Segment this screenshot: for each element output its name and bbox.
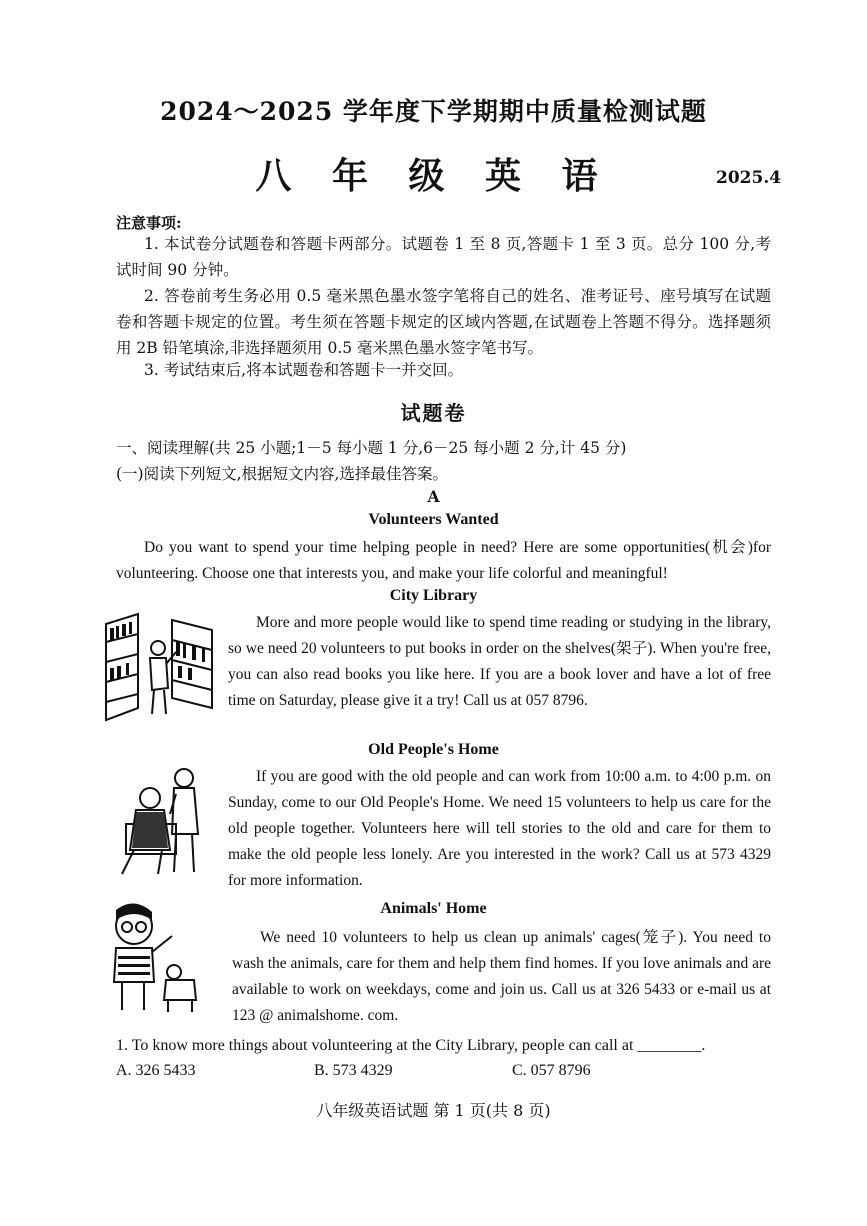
animals-illustration	[100, 900, 204, 1016]
sub-instructions: (一)阅读下列短文,根据短文内容,选择最佳答案。	[116, 465, 448, 483]
exam-title: 2024～2025 学年度下学期期中质量检测试题	[160, 97, 707, 126]
notice-item-2: 2. 答卷前考生务必用 0.5 毫米黑色墨水签字笔将自己的姓名、准考证号、座号填写在试题卷和答题卡规定的位置。考生须在答题卡规定的区域内答题,在试题卷上答题不得分。选择题须用 2B 铅笔填涂,非选择题须用 0.5 毫米黑色墨水签字笔书写。	[116, 287, 771, 357]
library-illustration	[102, 612, 218, 724]
old-people-illustration	[112, 764, 212, 880]
animals-home-text: We need 10 volunteers to help us clean up animals' cages(笼子). You need to wash the animals, care for them and help them find homes. If you love animals and are available to work on weekdays, come and join us. Call us at 326 5433 or e-mail us at 123 @ animalshome. com.	[232, 929, 771, 1024]
subject-title: 八 年 级 英 语	[255, 155, 612, 197]
old-peoples-home-text: If you are good with the old people and can work from 10:00 a.m. to 4:00 p.m. on Sunday, come to our Old People's Home. We need 15 volunteers to help us care for the old people together. Volunteers here will tell stories to the old and care for them to make the old people less lonely. Are you interested in the work? Call us at 573 4329 for more information.	[228, 768, 771, 889]
page-footer: 八年级英语试题 第 1 页(共 8 页)	[316, 1101, 551, 1120]
notice-item-1: 1. 本试卷分试题卷和答题卡两部分。试题卷 1 至 8 页,答题卡 1 至 3 页。总分 100 分,考试时间 90 分钟。	[116, 235, 771, 279]
city-library-heading: City Library	[389, 587, 478, 604]
notice-title: 注意事项:	[116, 214, 182, 232]
section-title: 试题卷	[400, 401, 467, 425]
passage-letter: A	[427, 487, 440, 506]
question-1-stem: 1. To know more things about volunteering at the City Library, people can call at ________.	[116, 1037, 706, 1054]
option-a: A. 326 5433	[116, 1062, 196, 1079]
passage-title: Volunteers Wanted	[368, 511, 499, 528]
city-library-text: More and more people would like to spend time reading or studying in the library, so we need 20 volunteers to put books in order on the shelves(架子). When you're free, you can also read books you like here. If you are a book lover and have a lot of free time on Saturday, please give it a try! Call us at 057 8796.	[228, 614, 771, 709]
part-instructions: 一、阅读理解(共 25 小题;1－5 每小题 1 分,6－25 每小题 2 分,计 45 分)	[116, 439, 627, 457]
option-c: C. 057 8796	[512, 1062, 591, 1079]
animals-home-heading: Animals' Home	[380, 900, 487, 917]
passage-intro: Do you want to spend your time helping people in need? Here are some opportunities(机会)for volunteering. Choose one that interests you, and make your life colorful and meaningful!	[116, 539, 771, 582]
exam-date: 2025.4	[716, 168, 782, 188]
option-b: B. 573 4329	[314, 1062, 393, 1079]
notice-item-3: 3. 考试结束后,将本试题卷和答题卡一并交回。	[144, 361, 464, 379]
old-peoples-home-heading: Old People's Home	[368, 741, 499, 758]
